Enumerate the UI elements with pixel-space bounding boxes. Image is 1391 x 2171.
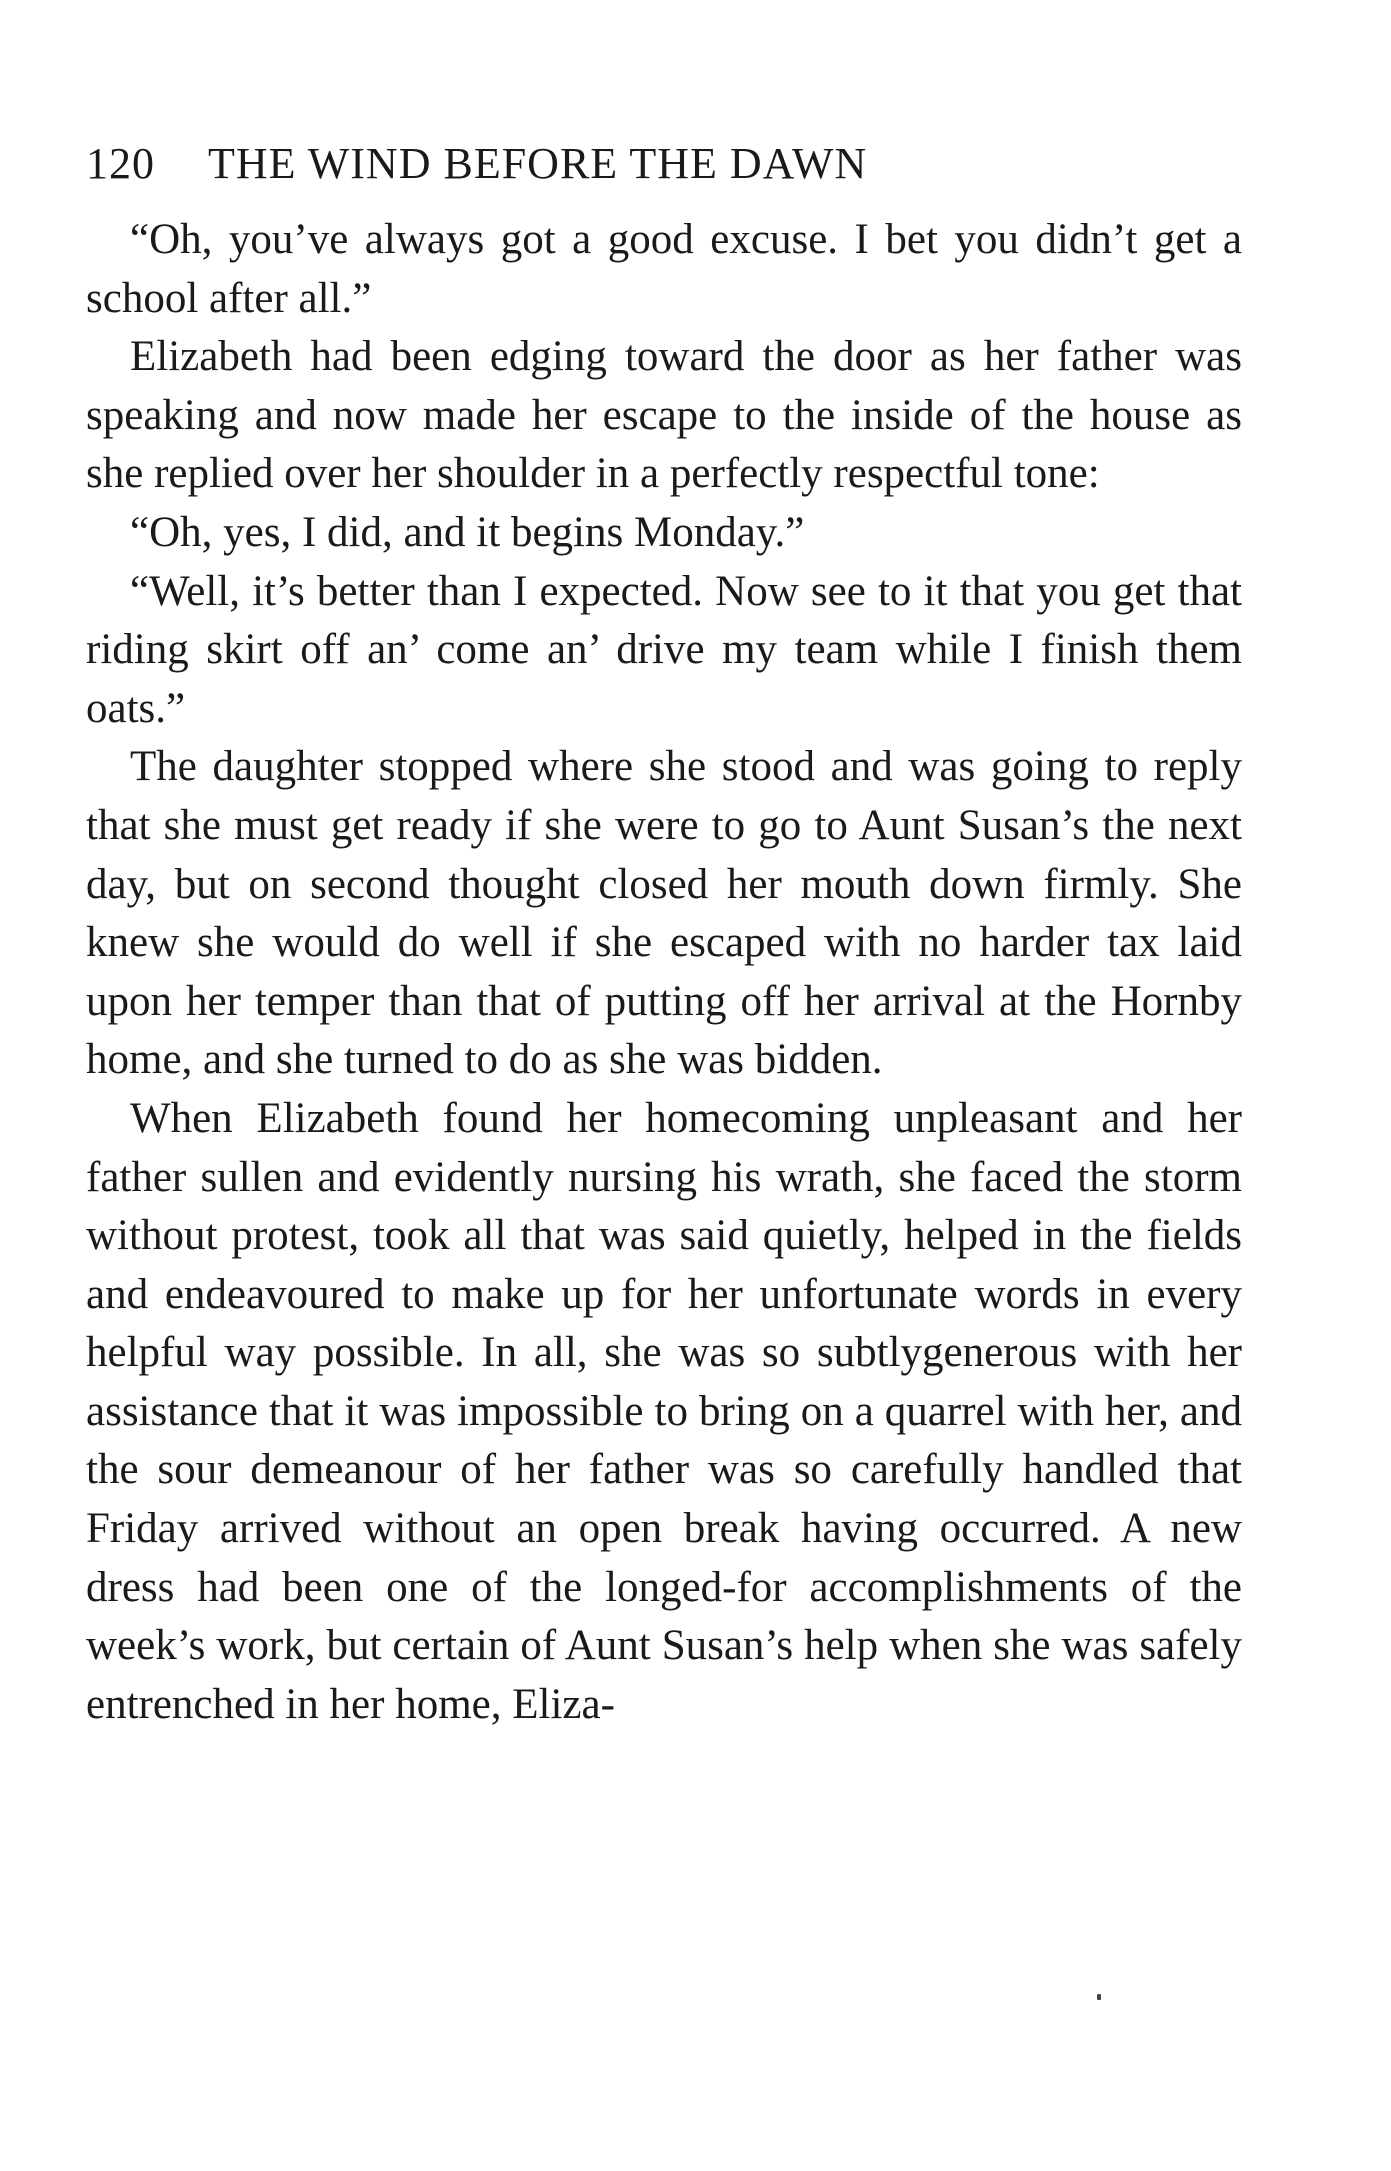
paragraph: “Well, it’s better than I expected. Now see to it that you get that riding skirt off an’ come an’ drive my team while I finish them oats.” bbox=[86, 567, 1242, 732]
body-text bbox=[86, 211, 1242, 1734]
paragraph: Elizabeth had been edging toward the door as her father was speaking and now made her escape to the inside of the house as she replied over her shoulder in a perfectly respectful tone: bbox=[86, 333, 1242, 498]
scan-speck bbox=[1097, 1994, 1101, 2000]
running-head bbox=[86, 138, 1246, 198]
paragraph: “Oh, you’ve always got a good excuse. I bet you didn’t get a school after all.” bbox=[86, 216, 1242, 322]
paragraph: When Elizabeth found her homecoming unpleasant and her father sullen and evidently nursing his wrath, she faced the storm without protest, took all that was said quietly, helped in the fields and endeavoured to make up for her unfortunate words in every helpful way possible. In all, she was so subtlygenerous with her assistance that it was impossible to bring on a quarrel with her, and the sour demeanour of her father was so carefully handled that Friday arrived without an open break having occurred. A new dress had been one of the longed-for accomplishments of the week’s work, but certain of Aunt Susan’s help when she was safely entrenched in her home, Eliza- bbox=[86, 1094, 1242, 1728]
page-number: 120 bbox=[86, 139, 155, 188]
running-title: THE WIND BEFORE THE DAWN bbox=[208, 139, 868, 188]
paragraph: “Oh, yes, I did, and it begins Monday.” bbox=[130, 508, 805, 556]
paragraph: The daughter stopped where she stood and was going to reply that she must get ready if she were to go to Aunt Susan’s the next day, but on second thought closed her mouth down firmly. She knew she would do well if she escaped with no harder tax laid upon her temper than that of putting off her arrival at the Hornby home, and she turned to do as she was bidden. bbox=[86, 743, 1242, 1084]
